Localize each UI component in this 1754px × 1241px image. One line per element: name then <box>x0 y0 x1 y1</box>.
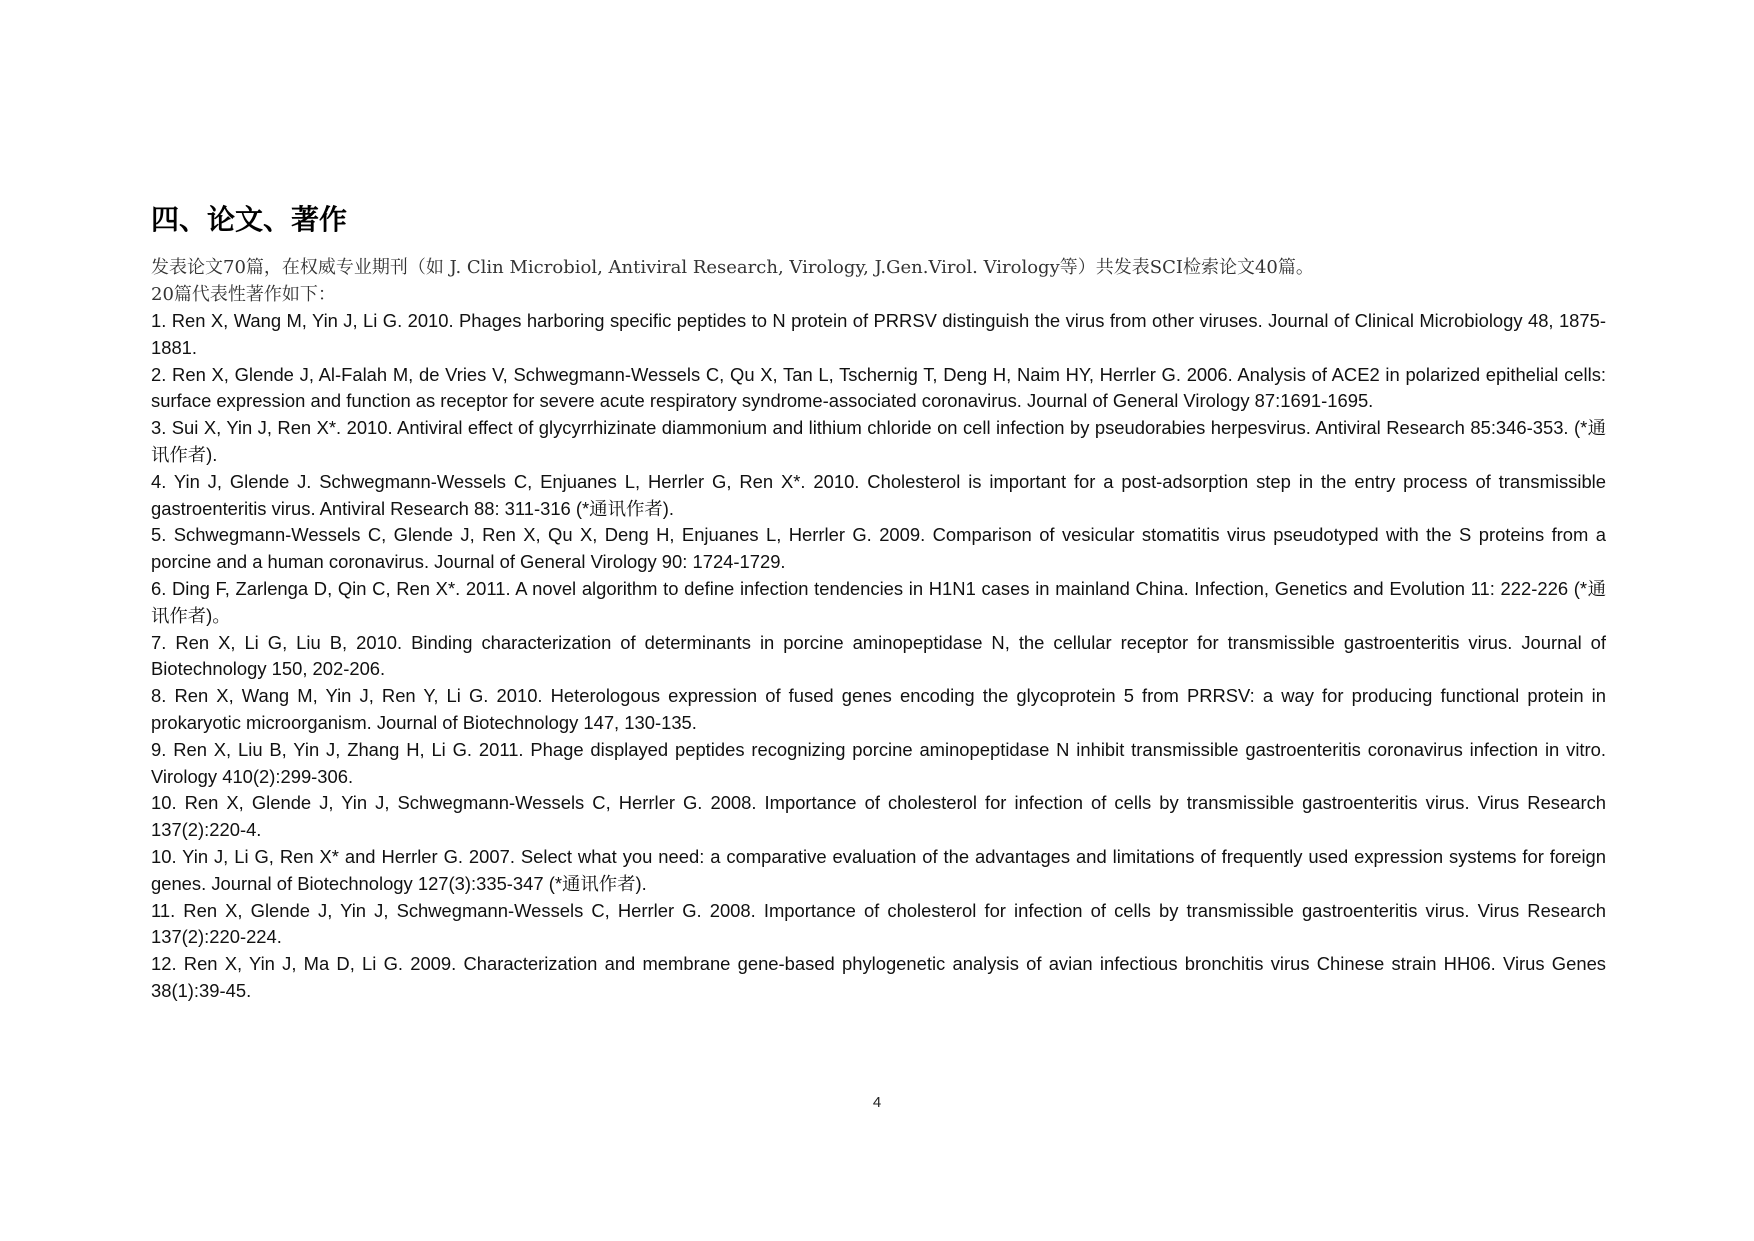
reference-item: 11. Ren X, Glende J, Yin J, Schwegmann-Wessels C, Herrler G. 2008. Importance of cholesterol for infection of cells by transmissible gastroenteritis virus. Virus Research 137(2):220-224. <box>151 899 1606 948</box>
intro-line-1: 发表论文70篇，在权威专业期刊（如 J. Clin Microbiol, Antiviral Research, Virology, J.Gen.Virol. Virology等）共发表SCI检索论文40篇。 <box>151 257 1314 278</box>
intro-paragraph <box>151 254 1606 308</box>
intro-line-2: 20篇代表性著作如下： <box>151 284 336 305</box>
reference-item: 8. Ren X, Wang M, Yin J, Ren Y, Li G. 2010. Heterologous expression of fused genes encoding the glycoprotein 5 from PRRSV: a way for producing functional protein in prokaryotic microorganism. Journal of Biotechnology 147, 130-135. <box>151 685 1606 733</box>
section-content <box>151 254 1606 1005</box>
reference-item: 1. Ren X, Wang M, Yin J, Li G. 2010. Phages harboring specific peptides to N protein of PRRSV distinguish the virus from other viruses. Journal of Clinical Microbiology 48, 1875-1881. <box>151 310 1606 358</box>
reference-item: 6. Ding F, Zarlenga D, Qin C, Ren X*. 2011. A novel algorithm to define infection tendencies in H1N1 cases in mainland China. Infection, Genetics and Evolution 11: 222-226 (*通讯作者)。 <box>151 577 1606 626</box>
page-number: 4 <box>872 1094 882 1111</box>
reference-item: 4. Yin J, Glende J. Schwegmann-Wessels C, Enjuanes L, Herrler G, Ren X*. 2010. Cholesterol is important for a post-adsorption step in the entry process of transmissible gastroenteritis virus. Antiviral Research 88: 311-316 (*通讯作者). <box>151 470 1606 519</box>
reference-item: 10. Ren X, Glende J, Yin J, Schwegmann-Wessels C, Herrler G. 2008. Importance of cholesterol for infection of cells by transmissible gastroenteritis virus. Virus Research 137(2):220-4. <box>151 792 1606 841</box>
reference-item: 2. Ren X, Glende J, Al-Falah M, de Vries V, Schwegmann-Wessels C, Qu X, Tan L, Tschernig T, Deng H, Naim HY, Herrler G. 2006. Analysis of ACE2 in polarized epithelial cells: surface expression and function as receptor for severe acute respiratory syndrome-associated coronavirus. Journal of General Virology 87:1691-1695. <box>151 363 1606 412</box>
reference-item: 12. Ren X, Yin J, Ma D, Li G. 2009. Characterization and membrane gene-based phylogenetic analysis of avian infectious bronchitis virus Chinese strain HH06. Virus Genes 38(1):39-45. <box>151 953 1606 1001</box>
reference-item: 7. Ren X, Li G, Liu B, 2010. Binding characterization of determinants in porcine aminopeptidase N, the cellular receptor for transmissible gastroenteritis virus. Journal of Biotechnology 150, 202-206. <box>151 631 1606 680</box>
section-title: 四、论文、著作 <box>151 203 348 236</box>
reference-item: 5. Schwegmann-Wessels C, Glende J, Ren X, Qu X, Deng H, Enjuanes L, Herrler G. 2009. Comparison of vesicular stomatitis virus pseudotyped with the S proteins from a porcine and a human coronavirus. Journal of General Virology 90: 1724-1729. <box>151 524 1606 573</box>
reference-list <box>151 308 1606 1005</box>
reference-item: 3. Sui X, Yin J, Ren X*. 2010. Antiviral effect of glycyrrhizinate diammonium and lithium chloride on cell infection by pseudorabies herpesvirus. Antiviral Research 85:346-353. (*通讯作者). <box>151 417 1606 465</box>
reference-item: 10. Yin J, Li G, Ren X* and Herrler G. 2007. Select what you need: a comparative evaluation of the advantages and limitations of frequently used expression systems for foreign genes. Journal of Biotechnology 127(3):335-347 (*通讯作者). <box>151 845 1606 894</box>
reference-item: 9. Ren X, Liu B, Yin J, Zhang H, Li G. 2011. Phage displayed peptides recognizing porcine aminopeptidase N inhibit transmissible gastroenteritis coronavirus infection in vitro. Virology 410(2):299-306. <box>151 738 1606 787</box>
